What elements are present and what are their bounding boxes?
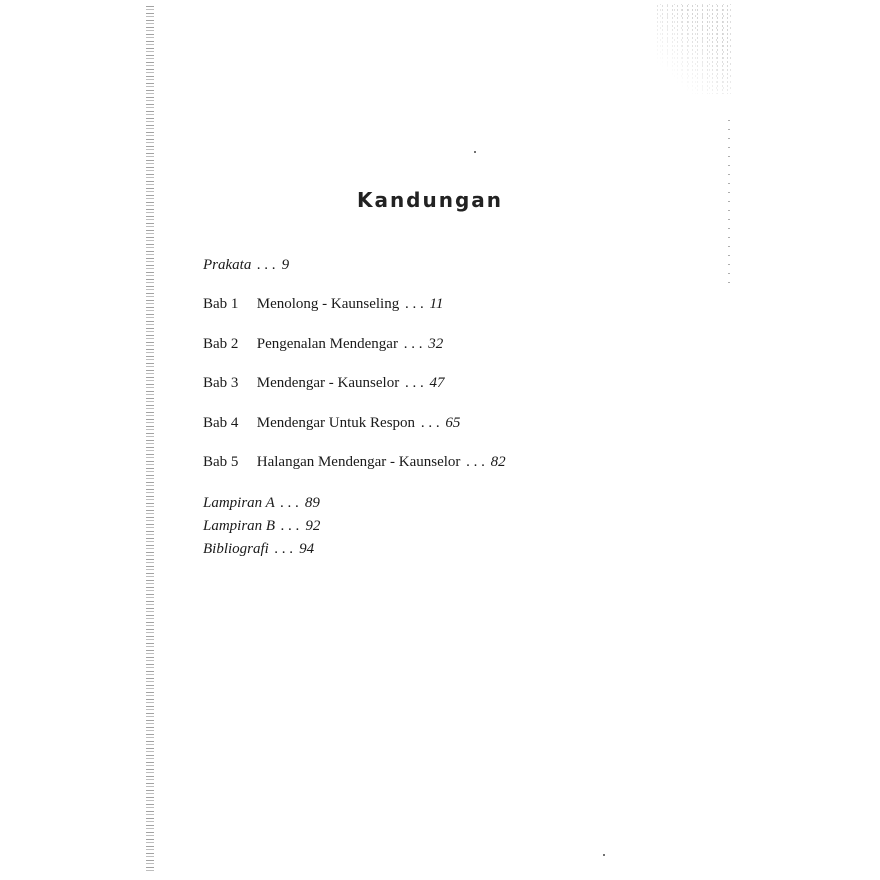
toc-entry-lampiran-a	[203, 494, 320, 512]
toc-page-number: 65	[445, 415, 461, 431]
scan-speckle	[655, 4, 731, 94]
toc-page-number: 9	[281, 257, 290, 273]
toc-page-number: 32	[428, 336, 444, 352]
toc-chapter-number: Bab 2	[203, 336, 239, 352]
toc-leader: . . .	[280, 495, 300, 511]
toc-entry-label: Mendengar Untuk Respon	[256, 415, 416, 431]
toc-page-number: 82	[490, 454, 506, 470]
toc-entry-bab-4	[203, 414, 460, 432]
scan-dot	[603, 854, 605, 856]
toc-leader: . . .	[280, 518, 300, 534]
scan-edge-left	[146, 6, 154, 872]
toc-leader: . . .	[404, 375, 424, 391]
toc-chapter-number: Bab 5	[203, 454, 239, 470]
toc-page-number: 11	[429, 296, 444, 312]
toc-leader: . . .	[404, 296, 424, 312]
toc-chapter-number: Bab 4	[203, 415, 239, 431]
toc-entry-label: Mendengar - Kaunselor	[256, 375, 400, 391]
toc-leader: . . .	[466, 454, 485, 470]
toc-entry-label: Halangan Mendengar - Kaunselor	[256, 454, 461, 470]
toc-entry-label: Menolong - Kaunseling	[256, 296, 400, 312]
toc-chapter-number: Bab 1	[203, 296, 239, 312]
toc-entry-label: Lampiran B	[203, 518, 276, 534]
toc-leader: . . .	[420, 415, 440, 431]
toc-entry-bab-1	[203, 295, 443, 313]
toc-leader: . . .	[403, 336, 423, 352]
toc-entry-bab-2	[203, 335, 443, 353]
toc-leader: . . .	[257, 257, 276, 273]
toc-entry-bibliografi	[203, 540, 314, 558]
toc-entry-label: Bibliografi	[203, 541, 269, 557]
page-title: Kandungan	[356, 188, 504, 212]
toc-entry-label: Prakata	[203, 257, 252, 273]
toc-entry-prakata	[203, 256, 289, 274]
toc-page-number: 47	[429, 375, 445, 391]
toc-entry-bab-3	[203, 374, 444, 392]
toc-leader: . . .	[274, 541, 294, 557]
toc-page-number: 94	[299, 541, 315, 557]
toc-entry-label: Lampiran A	[203, 495, 275, 511]
toc-entry-bab-5	[203, 453, 506, 471]
scan-dot	[474, 151, 476, 153]
toc-entry-lampiran-b	[203, 517, 320, 535]
toc-entry-label: Pengenalan Mendengar	[256, 336, 398, 352]
toc-page-number: 92	[305, 518, 321, 534]
toc-page-number: 89	[304, 495, 320, 511]
toc-chapter-number: Bab 3	[203, 375, 239, 391]
